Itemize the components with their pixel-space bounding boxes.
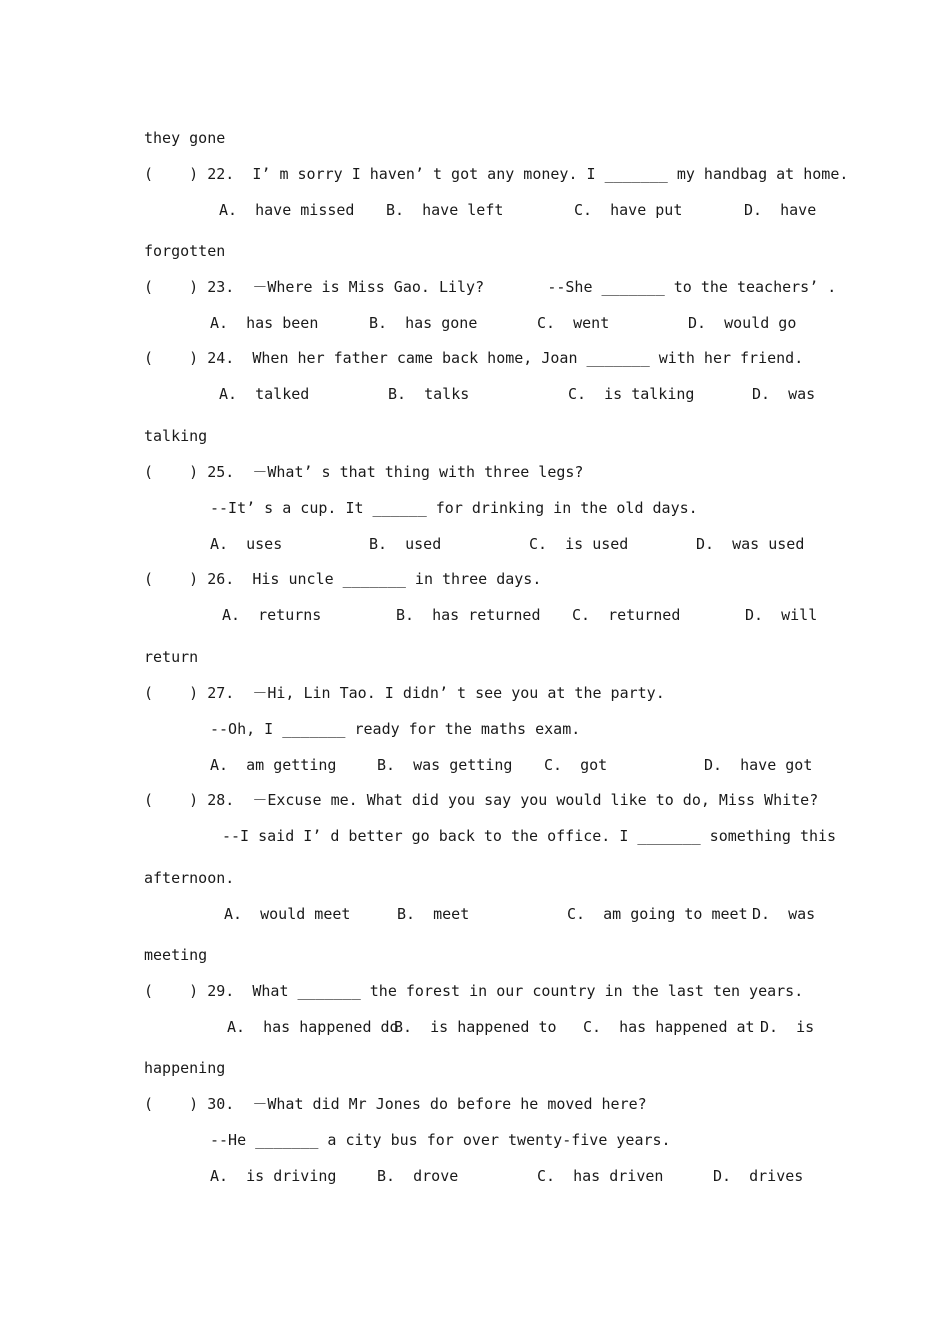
dialogue-line: --It’ s a cup. It ______ for drinking in the old days.	[210, 499, 698, 517]
option-c: C. got	[544, 756, 608, 774]
option-c: C. is talking	[568, 385, 695, 403]
option-b: B. was getting	[377, 756, 513, 774]
text-line: they gone	[144, 129, 226, 147]
option-a: A. have missed	[219, 201, 355, 219]
option-a: A. has been	[210, 314, 319, 332]
option-b: B. talks	[388, 385, 470, 403]
question-30: ( ) 30. －What did Mr Jones do before he moved here?	[144, 1095, 647, 1113]
option-d: D. drives	[713, 1167, 804, 1185]
option-d: D. have got	[704, 756, 813, 774]
option-b: B. used	[369, 535, 442, 553]
option-d: D. was	[752, 385, 816, 403]
option-d: D. have	[744, 201, 817, 219]
option-a: A. uses	[210, 535, 283, 553]
option-b: B. has gone	[369, 314, 478, 332]
text-line: forgotten	[144, 242, 226, 260]
option-a: A. talked	[219, 385, 310, 403]
option-c: C. has happened at	[583, 1018, 755, 1036]
question-25: ( ) 25. －What’ s that thing with three legs?	[144, 463, 584, 481]
option-a: A. would meet	[224, 905, 351, 923]
option-b: B. has returned	[396, 606, 541, 624]
option-c: C. has driven	[537, 1167, 664, 1185]
question-27: ( ) 27. －Hi, Lin Tao. I didn’ t see you at the party.	[144, 684, 665, 702]
option-b: B. meet	[397, 905, 470, 923]
question-29: ( ) 29. What _______ the forest in our country in the last ten years.	[144, 982, 804, 1000]
option-c: C. returned	[572, 606, 681, 624]
text-line: afternoon.	[144, 869, 235, 887]
question-28: ( ) 28. －Excuse me. What did you say you would like to do, Miss White?	[144, 791, 819, 809]
text-line: meeting	[144, 946, 208, 964]
option-b: B. have left	[386, 201, 504, 219]
question-24: ( ) 24. When her father came back home, Joan _______ with her friend.	[144, 349, 804, 367]
option-b: B. is happened to	[394, 1018, 557, 1036]
option-a: A. has happened do	[227, 1018, 399, 1036]
dialogue-line: --Oh, I _______ ready for the maths exam.	[210, 720, 581, 738]
dialogue-line: --He _______ a city bus for over twenty-five years.	[210, 1131, 671, 1149]
option-b: B. drove	[377, 1167, 459, 1185]
question-23: ( ) 23. －Where is Miss Gao. Lily? --She _______ to the teachers’ .	[144, 278, 837, 296]
option-c: C. am going to meet	[567, 905, 748, 923]
option-d: D. will	[745, 606, 818, 624]
option-a: A. is driving	[210, 1167, 337, 1185]
option-d: D. would go	[688, 314, 797, 332]
option-c: C. is used	[529, 535, 629, 553]
text-line: talking	[144, 427, 208, 445]
option-d: D. was	[752, 905, 816, 923]
option-d: D. was used	[696, 535, 805, 553]
option-a: A. returns	[222, 606, 322, 624]
dialogue-line: --I said I’ d better go back to the office. I _______ something this	[222, 827, 837, 845]
option-c: C. have put	[574, 201, 683, 219]
question-22: ( ) 22. I’ m sorry I haven’ t got any money. I _______ my handbag at home.	[144, 165, 849, 183]
text-line: return	[144, 648, 199, 666]
option-a: A. am getting	[210, 756, 337, 774]
text-line: happening	[144, 1059, 226, 1077]
question-26: ( ) 26. His uncle _______ in three days.	[144, 570, 542, 588]
option-d: D. is	[760, 1018, 815, 1036]
option-c: C. went	[537, 314, 610, 332]
